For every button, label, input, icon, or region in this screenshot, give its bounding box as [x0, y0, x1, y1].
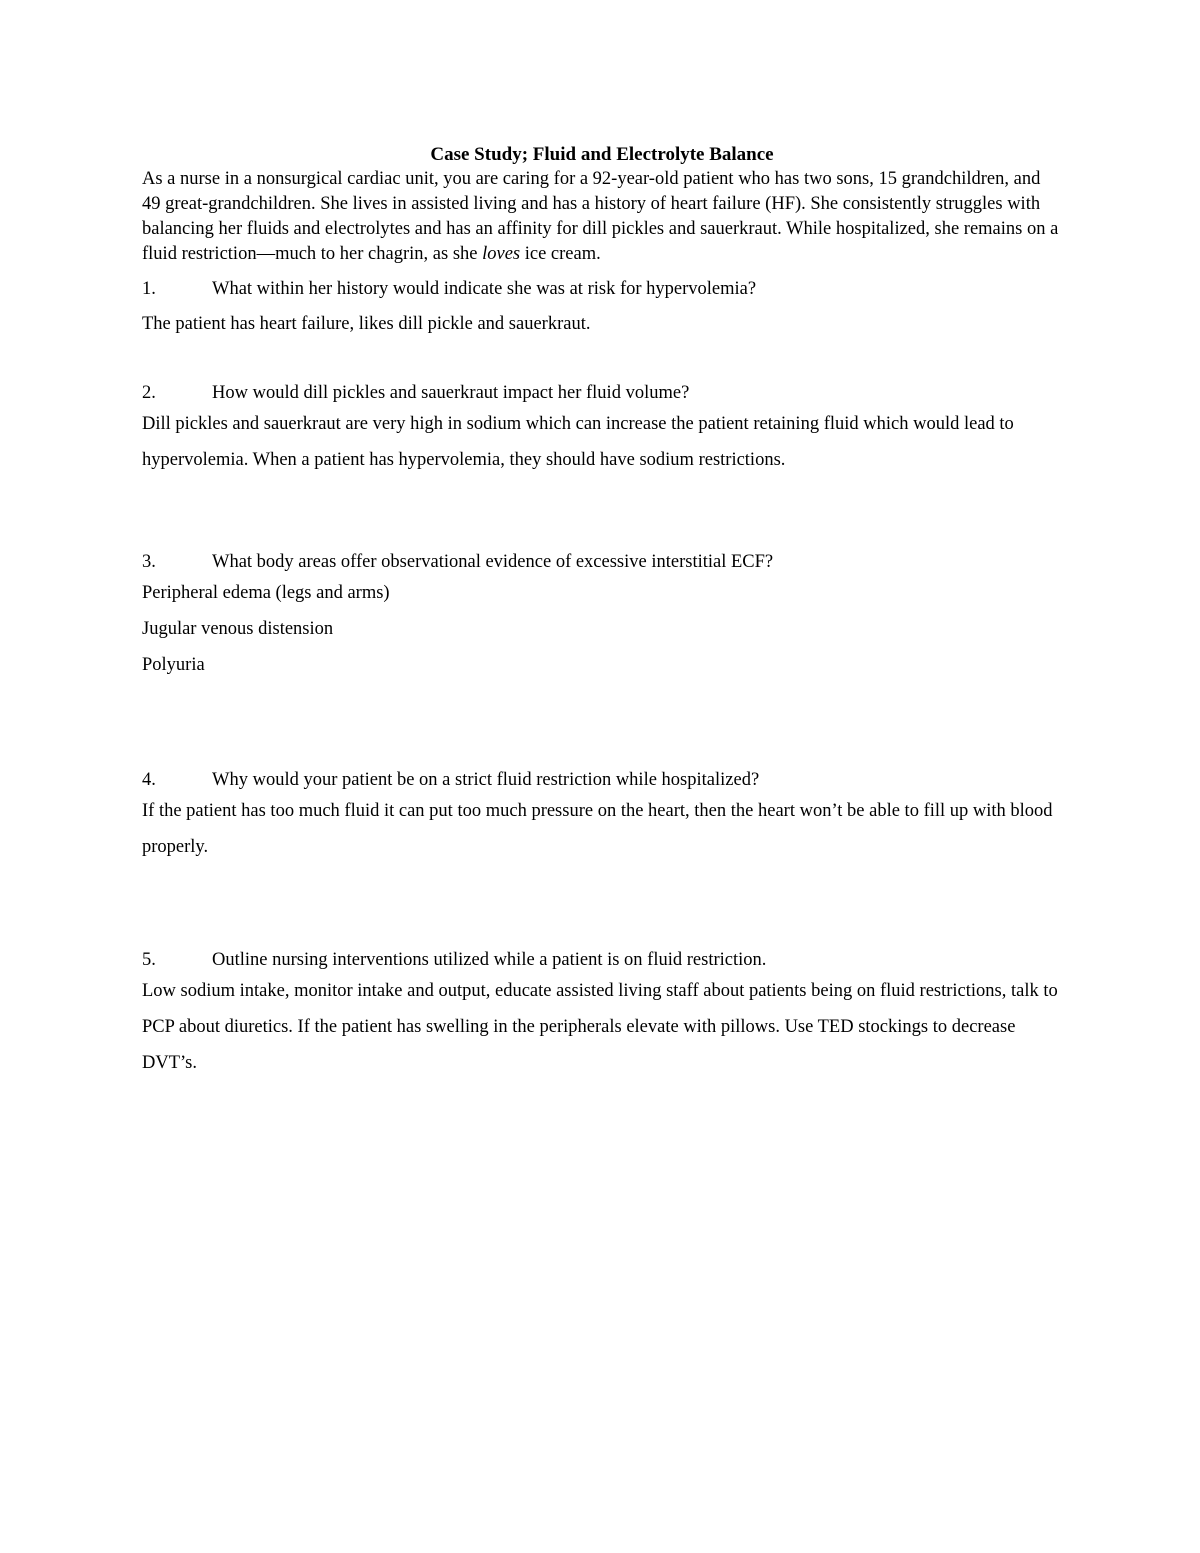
question-text: Outline nursing interventions utilized while a patient is on fluid restriction.: [212, 950, 767, 970]
question-1: [142, 276, 1062, 302]
question-text: Why would your patient be on a strict fluid restriction while hospitalized?: [212, 770, 760, 790]
case-intro: [142, 167, 1062, 267]
answer-3-line: Jugular venous distension: [142, 619, 334, 639]
document-title: Case Study; Fluid and Electrolyte Balance: [430, 144, 774, 165]
answer-4: If the patient has too much fluid it can put too much pressure on the heart, then the heart won’t be able to fill up with blood properly.: [142, 801, 1053, 857]
question-number: 4.: [142, 770, 156, 790]
question-number: 3.: [142, 552, 156, 572]
intro-text-end: ice cream.: [520, 244, 601, 264]
answer-5: Low sodium intake, monitor intake and output, educate assisted living staff about patients being on fluid restrictions, talk to PCP about diuretics. If the patient has swelling in the peripherals elevate with pillows. Use TED stockings to decrease DVT’s.: [142, 981, 1058, 1073]
question-5: [142, 947, 1062, 973]
question-number: 2.: [142, 383, 156, 403]
question-text: What body areas offer observational evidence of excessive interstitial ECF?: [212, 552, 774, 572]
answer-1: The patient has heart failure, likes dill pickle and sauerkraut.: [142, 314, 591, 334]
intro-emphasis: loves: [482, 244, 521, 264]
question-number: 5.: [142, 950, 156, 970]
document-content: [142, 143, 1062, 1081]
question-text: How would dill pickles and sauerkraut impact her fluid volume?: [212, 383, 690, 403]
answer-3-line: Polyuria: [142, 655, 205, 675]
answer-2: Dill pickles and sauerkraut are very high in sodium which can increase the patient retaining fluid which would lead to hypervolemia. When a patient has hypervolemia, they should have sodium restrictions.: [142, 414, 1014, 470]
question-2: [142, 380, 1062, 406]
intro-text: As a nurse in a nonsurgical cardiac unit, you are caring for a 92-year-old patient who has two sons, 15 grandchildren, and 49 great-grandchildren. She lives in assisted living and has a history of heart failure (HF). She consistently struggles with balancing her fluids and electrolytes and has an affinity for dill pickles and sauerkraut. While hospitalized, she remains on a fluid restriction—much to her chagrin, as she: [142, 169, 1059, 264]
question-3: [142, 549, 1062, 575]
answer-3-line: Peripheral edema (legs and arms): [142, 583, 390, 603]
question-text: What within her history would indicate she was at risk for hypervolemia?: [212, 279, 757, 299]
question-4: [142, 767, 1062, 793]
question-number: 1.: [142, 279, 156, 299]
